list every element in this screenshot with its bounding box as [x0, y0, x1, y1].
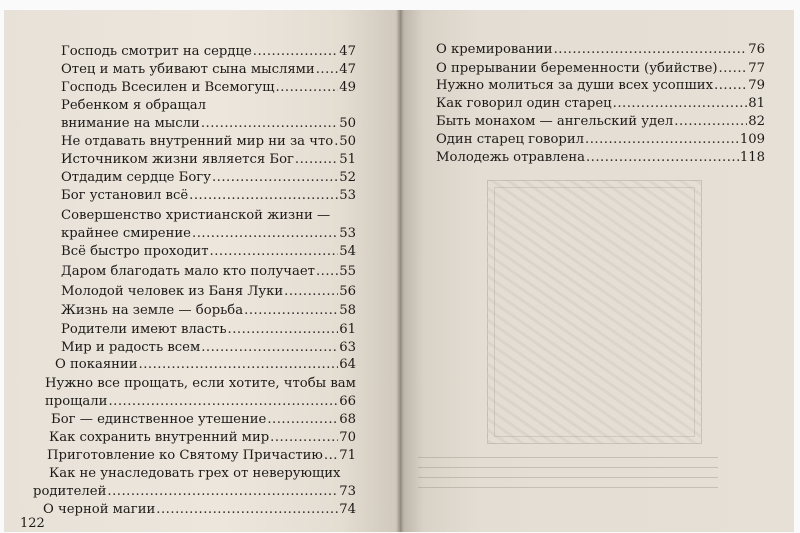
- toc-entry-title: Бог — единственное утешение: [51, 412, 267, 427]
- leader-dots: [295, 151, 338, 168]
- leader-dots: [334, 133, 338, 150]
- toc-entry: [61, 321, 356, 338]
- toc-entry-page: 68: [339, 412, 356, 427]
- leader-dots: [210, 243, 339, 260]
- leader-dots: [139, 356, 339, 373]
- toc-entry-page: 49: [339, 80, 356, 95]
- toc-entry-title: Господь смотрит на сердце: [61, 44, 252, 59]
- toc-entry-page: 77: [748, 61, 765, 76]
- toc-entry-title: Источником жизни является Бог: [61, 152, 294, 167]
- leader-dots: [554, 41, 748, 58]
- right-page: [400, 10, 794, 532]
- leader-dots: [585, 131, 739, 148]
- toc-entry-title: внимание на мысли: [61, 116, 200, 131]
- toc-entry-page: 53: [339, 188, 356, 203]
- toc-entry: [45, 393, 356, 410]
- toc-entry-title: Отдадим сердце Богу: [61, 170, 211, 185]
- toc-entry-page: 47: [339, 44, 356, 59]
- leader-dots: [270, 429, 338, 446]
- toc-entry: [61, 79, 356, 96]
- toc-entry: [61, 115, 356, 132]
- toc-entry-title: Как сохранить внутренний мир: [49, 430, 270, 445]
- leader-dots: [284, 283, 338, 300]
- toc-entry: [436, 41, 765, 58]
- toc-entry-page: 52: [339, 170, 356, 185]
- toc-entry-title: родителей: [33, 484, 107, 499]
- toc-entry-page: 81: [748, 96, 765, 111]
- toc-entry-page: 118: [739, 150, 765, 165]
- toc-entry-title: Даром благодать мало кто получает: [61, 264, 315, 279]
- toc-entry: [436, 113, 765, 130]
- toc-entry-title: Мир и радость всем: [61, 340, 201, 355]
- toc-entry-title: Молодежь отравлена: [436, 150, 585, 165]
- toc-entry: [61, 187, 356, 204]
- toc-entry-title: Нужно молиться за души всех усопших: [436, 78, 714, 93]
- toc-entry-title: О черной магии: [43, 502, 156, 517]
- toc-entry-title: Родители имеют власть: [61, 322, 227, 337]
- toc-entry-page: 70: [339, 430, 356, 445]
- toc-entry-title: Не отдавать внутренний мир ни за что: [61, 134, 334, 149]
- leader-dots: [267, 411, 338, 428]
- toc-entry-title: Бог установил всё: [61, 188, 189, 203]
- toc-entry-page: 71: [339, 448, 356, 463]
- leader-dots: [324, 447, 338, 464]
- toc-entry: [61, 61, 356, 78]
- toc-entry: [61, 151, 356, 168]
- left-page: [4, 10, 400, 532]
- toc-entry: [61, 243, 356, 260]
- leader-dots: [201, 339, 338, 356]
- toc-entry-title: крайнее смирение: [61, 226, 191, 241]
- toc-entry: [51, 411, 356, 428]
- leader-dots: [674, 113, 747, 130]
- leader-dots: [316, 263, 338, 280]
- toc-entry-title: Ребенком я обращал: [61, 98, 207, 113]
- toc-entry-title: Господь Всесилен и Всемогущ: [61, 80, 275, 95]
- bleed-through-illustration: [487, 180, 702, 444]
- leader-dots: [201, 115, 338, 132]
- toc-entry-title: Жизнь на земле — борьба: [61, 303, 244, 318]
- toc-entry: [43, 501, 356, 518]
- open-book: [4, 10, 794, 532]
- toc-entry: [47, 447, 356, 464]
- toc-entry: [61, 339, 356, 356]
- page-number: 122: [20, 516, 45, 531]
- toc-entry-page: 51: [339, 152, 356, 167]
- toc-entry-page: 47: [339, 62, 356, 77]
- leader-dots: [714, 77, 747, 94]
- leader-dots: [192, 225, 338, 242]
- toc-entry-title: прощали: [45, 394, 108, 409]
- leader-dots: [244, 302, 338, 319]
- toc-entry-title: Как говорил один старец: [436, 96, 612, 111]
- toc-entry-page: 53: [339, 226, 356, 241]
- toc-entry-title: Как не унаследовать грех от неверующих: [49, 466, 341, 481]
- toc-entry-title: Молодой человек из Баня Луки: [61, 284, 284, 299]
- toc-entry-title: Один старец говорил: [436, 132, 584, 147]
- toc-entry-page: 76: [748, 42, 765, 57]
- leader-dots: [228, 321, 339, 338]
- toc-entry: [436, 95, 765, 112]
- toc-entry-title: Совершенство христианской жизни —: [61, 208, 331, 223]
- toc-entry-page: 63: [339, 340, 356, 355]
- toc-entry-page: 56: [339, 284, 356, 299]
- leader-dots: [212, 169, 338, 186]
- toc-entry: [61, 263, 356, 280]
- toc-entry: [61, 169, 356, 186]
- toc-entry-title: Всё быстро проходит: [61, 244, 209, 259]
- toc-entry-page: 50: [339, 134, 356, 149]
- leader-dots: [613, 95, 748, 112]
- toc-entry-title: Быть монахом — ангельский удел: [436, 114, 674, 129]
- toc-entry-title: О кремировании: [436, 42, 553, 57]
- leader-dots: [189, 187, 338, 204]
- toc-entry: [49, 429, 356, 446]
- toc-entry-page: 54: [339, 244, 356, 259]
- toc-entry-title: Приготовление ко Святому Причастию: [47, 448, 323, 463]
- toc-entry-page: 74: [339, 502, 356, 517]
- toc-entry-page: 82: [748, 114, 765, 129]
- toc-entry-page: 66: [339, 394, 356, 409]
- toc-entry: [33, 483, 356, 500]
- leader-dots: [719, 60, 748, 77]
- toc-entry-page: 73: [339, 484, 356, 499]
- toc-entry: [436, 149, 765, 166]
- toc-entry: [55, 356, 356, 373]
- leader-dots: [253, 43, 338, 60]
- leader-dots: [156, 501, 338, 518]
- toc-entry: [61, 302, 356, 319]
- toc-entry: [61, 283, 356, 300]
- toc-entry-page: 64: [339, 357, 356, 372]
- toc-entry: [61, 133, 356, 150]
- toc-entry: [436, 77, 765, 94]
- toc-entry-title: О прерывании беременности (убийстве): [436, 61, 718, 76]
- toc-entry-page: 50: [339, 116, 356, 131]
- leader-dots: [316, 61, 339, 78]
- toc-entry: [436, 60, 765, 77]
- toc-entry-page: 61: [339, 322, 356, 337]
- leader-dots: [108, 393, 338, 410]
- leader-dots: [276, 79, 339, 96]
- toc-entry-title: Нужно все прощать, если хотите, чтобы вам: [45, 376, 356, 391]
- toc-entry-page: 109: [739, 132, 765, 147]
- bleed-through-text: [418, 448, 718, 497]
- toc-entry: [436, 131, 765, 148]
- toc-entry-title: О покаянии: [55, 357, 138, 372]
- toc-entry-page: 79: [748, 78, 765, 93]
- leader-dots: [586, 149, 739, 166]
- toc-entry-page: 58: [339, 303, 356, 318]
- toc-entry: [61, 43, 356, 60]
- toc-entry-page: 55: [339, 264, 356, 279]
- leader-dots: [107, 483, 338, 500]
- book-gutter: [396, 10, 404, 532]
- toc-entry: [61, 225, 356, 242]
- toc-entry-title: Отец и мать убивают сына мыслями: [61, 62, 315, 77]
